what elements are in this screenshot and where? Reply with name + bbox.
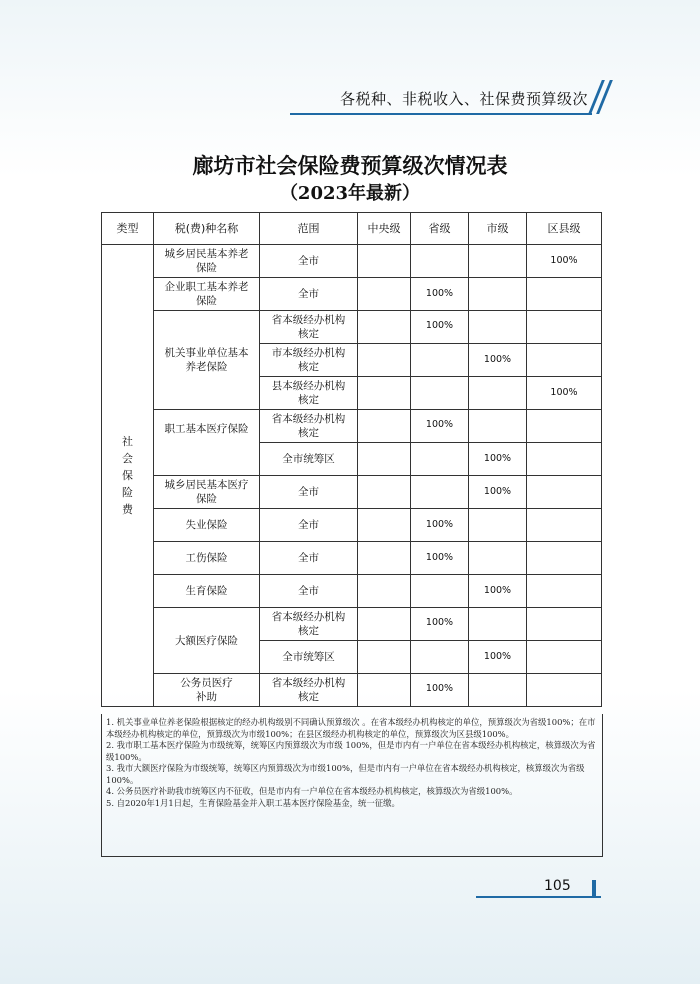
county-cell bbox=[527, 674, 602, 707]
header-cell-city: 市级 bbox=[469, 213, 527, 245]
county-cell bbox=[527, 344, 602, 377]
province-cell bbox=[411, 641, 469, 674]
name-cell: 城乡居民基本养老 保险 bbox=[154, 245, 260, 278]
table-row bbox=[102, 311, 602, 344]
county-cell: 100% bbox=[527, 245, 602, 278]
table-row bbox=[102, 509, 602, 542]
central-cell bbox=[358, 575, 411, 608]
scope-cell: 省本级经办机构 核定 bbox=[260, 410, 358, 443]
province-cell: 100% bbox=[411, 410, 469, 443]
province-cell: 100% bbox=[411, 278, 469, 311]
scope-cell: 全市统筹区 bbox=[260, 443, 358, 476]
scope-cell: 县本级经办机构 核定 bbox=[260, 377, 358, 410]
county-cell bbox=[527, 278, 602, 311]
page-subtitle: （2023年最新） bbox=[279, 183, 421, 204]
city-cell: 100% bbox=[469, 344, 527, 377]
county-cell: 100% bbox=[527, 377, 602, 410]
central-cell bbox=[358, 377, 411, 410]
name-cell: 城乡居民基本医疗 保险 bbox=[154, 476, 260, 509]
name-cell: 职工基本医疗保险 bbox=[154, 410, 260, 476]
note-item: 4. 公务员医疗补助我市统筹区内不征收，但是市内有一户单位在省本级经办机构核定，核算级次为省级100%。 bbox=[106, 786, 518, 796]
header-cell-county: 区县级 bbox=[527, 213, 602, 245]
county-cell bbox=[527, 410, 602, 443]
province-cell: 100% bbox=[411, 542, 469, 575]
county-cell bbox=[527, 542, 602, 575]
header-cell-central: 中央级 bbox=[358, 213, 411, 245]
scope-cell: 省本级经办机构 核定 bbox=[260, 311, 358, 344]
county-cell bbox=[527, 509, 602, 542]
central-cell bbox=[358, 608, 411, 641]
scope-cell: 全市 bbox=[260, 278, 358, 311]
central-cell bbox=[358, 410, 411, 443]
scope-cell: 全市 bbox=[260, 245, 358, 278]
scope-cell: 全市 bbox=[260, 509, 358, 542]
name-cell: 企业职工基本养老 保险 bbox=[154, 278, 260, 311]
central-cell bbox=[358, 641, 411, 674]
county-cell bbox=[527, 476, 602, 509]
county-cell bbox=[527, 311, 602, 344]
scope-cell: 省本级经办机构 核定 bbox=[260, 674, 358, 707]
header-cell-type: 类型 bbox=[102, 213, 154, 245]
province-cell bbox=[411, 344, 469, 377]
central-cell bbox=[358, 542, 411, 575]
central-cell bbox=[358, 476, 411, 509]
city-cell bbox=[469, 509, 527, 542]
city-cell bbox=[469, 674, 527, 707]
table-row bbox=[102, 575, 602, 608]
name-cell: 生育保险 bbox=[154, 575, 260, 608]
central-cell bbox=[358, 509, 411, 542]
central-cell bbox=[358, 674, 411, 707]
city-cell: 100% bbox=[469, 641, 527, 674]
scope-cell: 省本级经办机构 核定 bbox=[260, 608, 358, 641]
province-cell: 100% bbox=[411, 608, 469, 641]
header-cell-scope: 范围 bbox=[260, 213, 358, 245]
city-cell bbox=[469, 377, 527, 410]
table-row bbox=[102, 410, 602, 443]
table-row bbox=[102, 542, 602, 575]
county-cell bbox=[527, 608, 602, 641]
central-cell bbox=[358, 245, 411, 278]
county-cell bbox=[527, 443, 602, 476]
table-header-row bbox=[102, 213, 602, 245]
province-cell bbox=[411, 245, 469, 278]
city-cell bbox=[469, 608, 527, 641]
scope-cell: 全市统筹区 bbox=[260, 641, 358, 674]
province-cell bbox=[411, 575, 469, 608]
name-cell: 大额医疗保险 bbox=[154, 608, 260, 674]
table-row bbox=[102, 278, 602, 311]
city-cell: 100% bbox=[469, 476, 527, 509]
city-cell bbox=[469, 311, 527, 344]
central-cell bbox=[358, 344, 411, 377]
name-cell: 失业保险 bbox=[154, 509, 260, 542]
province-cell: 100% bbox=[411, 311, 469, 344]
name-cell: 工伤保险 bbox=[154, 542, 260, 575]
scope-cell: 全市 bbox=[260, 542, 358, 575]
page-number: 105 bbox=[544, 878, 571, 894]
table-row bbox=[102, 674, 602, 707]
scope-cell: 全市 bbox=[260, 575, 358, 608]
province-cell bbox=[411, 476, 469, 509]
province-cell: 100% bbox=[411, 509, 469, 542]
table-row bbox=[102, 476, 602, 509]
table-row bbox=[102, 245, 602, 278]
central-cell bbox=[358, 311, 411, 344]
central-cell bbox=[358, 278, 411, 311]
city-cell: 100% bbox=[469, 443, 527, 476]
province-cell bbox=[411, 443, 469, 476]
header-cell-province: 省级 bbox=[411, 213, 469, 245]
table-notes bbox=[101, 714, 603, 857]
name-cell: 机关事业单位基本 养老保险 bbox=[154, 311, 260, 410]
note-item: 2. 我市职工基本医疗保险为市级统筹，统筹区内预算级次为市级 100%，但是市内有一户单位在省本级经办机构核定，核算级次为省级100%。 bbox=[106, 740, 596, 762]
name-cell: 公务员医疗 补助 bbox=[154, 674, 260, 707]
note-item: 1. 机关事业单位养老保险根据核定的经办机构级别不同确认预算级次 。在省本级经办机构核定的单位，预算级次为省级100%；在市本级经办机构核定的单位，预算级次为市级100%；在县区级经办机构核定的单位，预算级次为区县级100%。 bbox=[106, 717, 596, 739]
city-cell bbox=[469, 245, 527, 278]
header-cell-name: 税(费)种名称 bbox=[154, 213, 260, 245]
county-cell bbox=[527, 641, 602, 674]
province-cell bbox=[411, 377, 469, 410]
page-footer-rule bbox=[476, 896, 601, 898]
city-cell: 100% bbox=[469, 575, 527, 608]
budget-level-table bbox=[101, 212, 602, 707]
type-cell: 社 会 保 险 费 bbox=[102, 245, 154, 707]
page-title: 廊坊市社会保险费预算级次情况表 bbox=[192, 153, 508, 178]
header-title: 各税种、非税收入、社保费预算级次 bbox=[340, 90, 589, 108]
city-cell bbox=[469, 410, 527, 443]
note-item: 3. 我市大额医疗保险为市级统筹，统筹区内预算级次为市级100%，但是市内有一户单位在省本级经办机构核定，核算级次为省级100%。 bbox=[106, 763, 585, 785]
city-cell bbox=[469, 278, 527, 311]
county-cell bbox=[527, 575, 602, 608]
province-cell: 100% bbox=[411, 674, 469, 707]
table-row bbox=[102, 608, 602, 641]
note-item: 5. 自2020年1月1日起，生育保险基金并入职工基本医疗保险基金，统一征缴。 bbox=[106, 797, 400, 808]
central-cell bbox=[358, 443, 411, 476]
scope-cell: 全市 bbox=[260, 476, 358, 509]
scope-cell: 市本级经办机构 核定 bbox=[260, 344, 358, 377]
city-cell bbox=[469, 542, 527, 575]
header-rule bbox=[290, 113, 592, 115]
